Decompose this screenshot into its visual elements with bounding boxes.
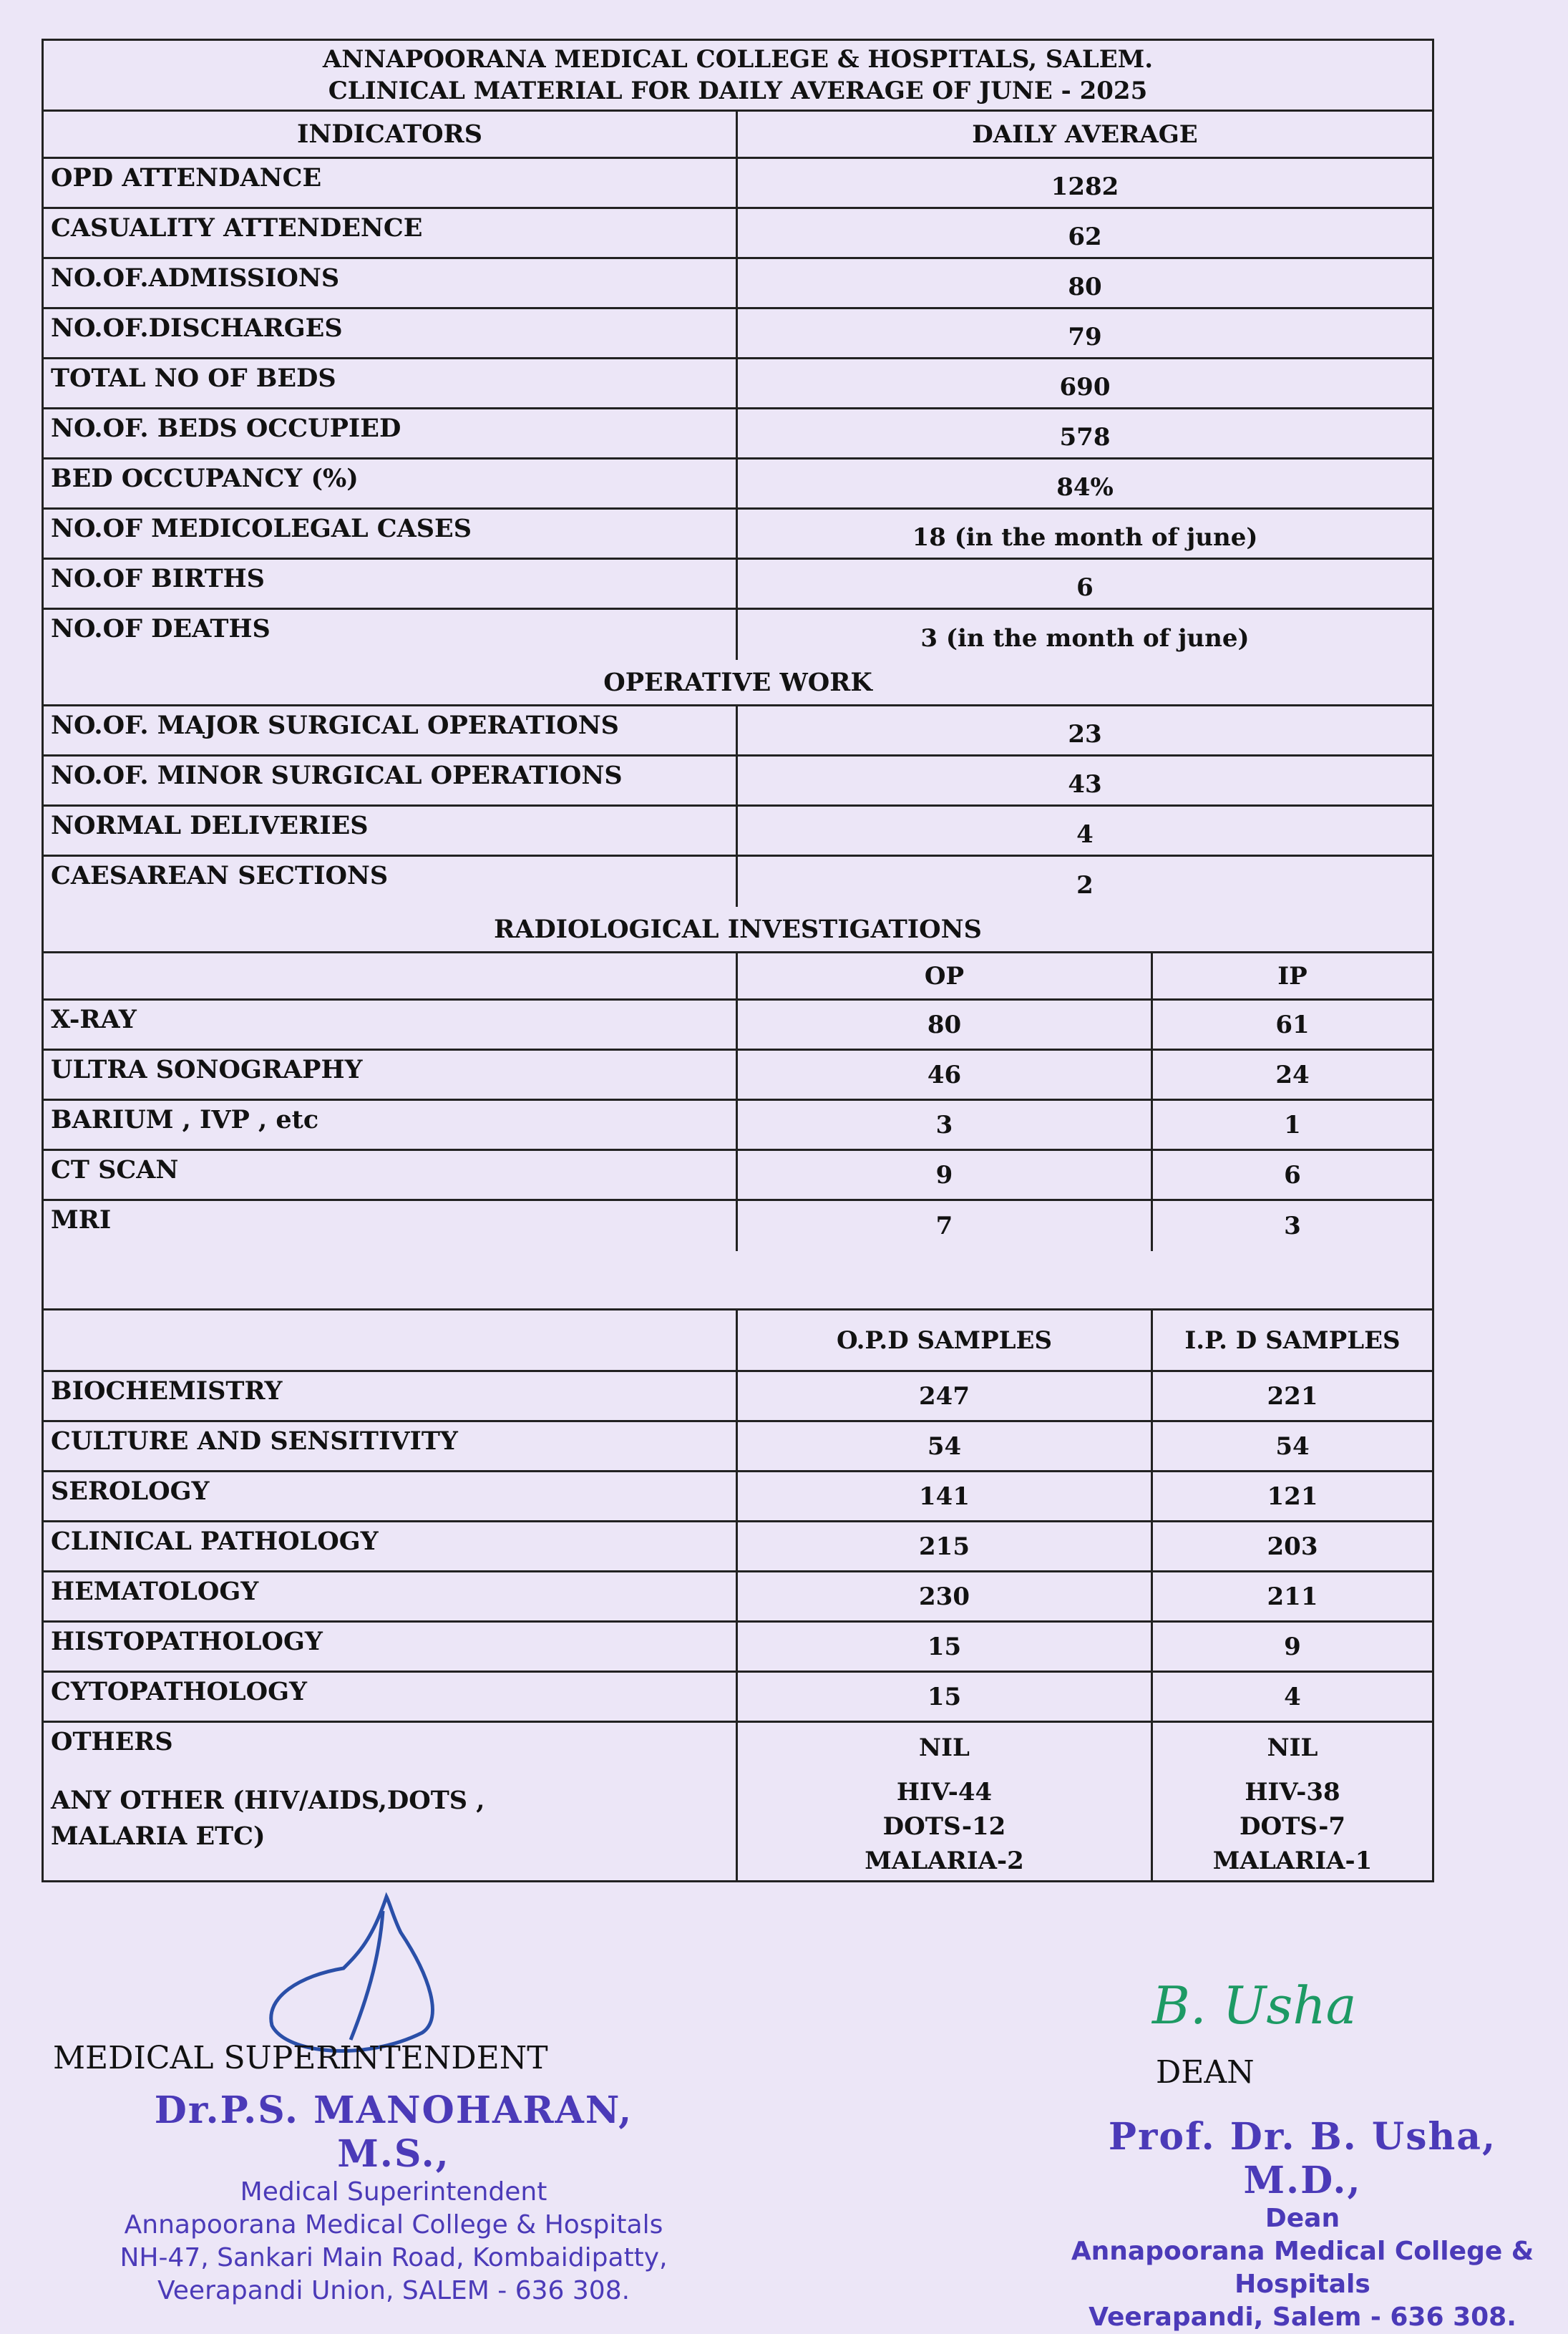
indicator-label: NO.OF.ADMISSIONS: [44, 259, 738, 307]
lab-label: HISTOPATHOLOGY: [44, 1623, 738, 1671]
radiology-ip-value: 6: [1284, 1160, 1301, 1190]
dean-stamp-line: Veerapandi, Salem - 636 308.: [1089, 2303, 1516, 2332]
indicator-row: [44, 159, 1432, 209]
radiology-label: ULTRA SONOGRAPHY: [44, 1051, 738, 1099]
lab-ipd-value: 203: [1267, 1532, 1318, 1561]
lab-row: [44, 1522, 1432, 1572]
radiology-op-value: 7: [738, 1201, 1153, 1251]
radiology-ip-value: 1: [1284, 1110, 1301, 1139]
indicator-value: 62: [1068, 222, 1102, 251]
indicators-header-row: [44, 112, 1432, 159]
superintendent-stamp-line: Annapoorana Medical College & Hospitals: [124, 2210, 663, 2240]
lab-row: [44, 1572, 1432, 1623]
any-other-label-line2: MALARIA ETC): [51, 1822, 266, 1851]
lab-ipd-value: NIL: [1267, 1734, 1318, 1762]
indicator-value: 690: [1059, 372, 1111, 402]
blank-separator-row: [44, 1251, 1432, 1311]
dean-stamp-name: Prof. Dr. B. Usha, M.D.,: [1108, 2115, 1497, 2202]
radiology-op-value: 80: [738, 1001, 1153, 1049]
op-column-header: OP: [738, 953, 1153, 998]
indicator-label: NO.OF MEDICOLEGAL CASES: [44, 510, 738, 558]
operative-row: [44, 807, 1432, 857]
indicator-label: BED OCCUPANCY (%): [44, 459, 738, 507]
indicator-value: 6: [1076, 573, 1094, 602]
operative-work-section-title: OPERATIVE WORK: [44, 660, 1432, 706]
radiology-ip-value: 24: [1275, 1060, 1310, 1089]
radiology-label: MRI: [44, 1201, 738, 1251]
lab-header-row: [44, 1311, 1432, 1372]
radiology-label: CT SCAN: [44, 1151, 738, 1199]
superintendent-stamp-line: Veerapandi Union, SALEM - 636 308.: [157, 2276, 630, 2305]
radiology-row: [44, 1151, 1432, 1201]
indicator-value: 80: [1068, 272, 1102, 301]
lab-row: [44, 1723, 1432, 1773]
any-other-ipd-values: [1153, 1773, 1432, 1880]
indicator-row: [44, 610, 1432, 660]
lab-label: CLINICAL PATHOLOGY: [44, 1522, 738, 1570]
indicator-label: TOTAL NO OF BEDS: [44, 359, 738, 407]
any-other-ipd-dots: DOTS-7: [1240, 1812, 1345, 1841]
clinical-material-table: [42, 39, 1434, 1882]
lab-ipd-value: 211: [1267, 1582, 1318, 1611]
indicator-label: NO.OF BIRTHS: [44, 560, 738, 608]
superintendent-stamp-line: Medical Superintendent: [240, 2177, 547, 2207]
indicator-row: [44, 409, 1432, 459]
radiology-ip-value: 3: [1284, 1212, 1301, 1240]
superintendent-title: MEDICAL SUPERINTENDENT: [53, 2040, 548, 2076]
report-header: [44, 41, 1432, 112]
lab-label: CYTOPATHOLOGY: [44, 1673, 738, 1721]
dean-stamp-line: Dean: [1265, 2204, 1340, 2233]
any-other-opd-malaria: MALARIA-2: [865, 1847, 1024, 1875]
lab-ipd-value: 54: [1275, 1431, 1310, 1461]
dean-title: DEAN: [1156, 2054, 1255, 2091]
lab-label: CULTURE AND SENSITIVITY: [44, 1422, 738, 1470]
operative-value: 4: [1076, 820, 1094, 849]
radiology-op-value: 9: [738, 1151, 1153, 1199]
indicator-value: 1282: [1051, 172, 1119, 201]
indicator-row: [44, 259, 1432, 309]
ip-column-header: IP: [1277, 961, 1308, 991]
radiology-label: BARIUM , IVP , etc: [44, 1101, 738, 1149]
indicator-value: 578: [1059, 422, 1111, 452]
any-other-ipd-hiv: HIV-38: [1245, 1778, 1340, 1807]
report-subtitle: CLINICAL MATERIAL FOR DAILY AVERAGE OF JUNE - 2025: [328, 77, 1148, 105]
operative-label: NORMAL DELIVERIES: [44, 807, 738, 855]
lab-label: BIOCHEMISTRY: [44, 1372, 738, 1420]
any-other-opd-values: [738, 1773, 1153, 1880]
indicators-column-header: INDICATORS: [44, 112, 738, 157]
ipd-samples-header: I.P. D SAMPLES: [1184, 1326, 1401, 1355]
indicator-row: [44, 209, 1432, 259]
dean-stamp: [1045, 2115, 1560, 2334]
dean-signature: B. Usha: [1152, 1975, 1357, 2036]
lab-label: OTHERS: [44, 1723, 738, 1773]
indicator-label: NO.OF. BEDS OCCUPIED: [44, 409, 738, 457]
radiology-row: [44, 1051, 1432, 1101]
radiology-op-value: 3: [738, 1101, 1153, 1149]
operative-value: 43: [1068, 769, 1102, 799]
superintendent-stamp-name: Dr.P.S. MANOHARAN, M.S.,: [154, 2089, 633, 2176]
indicator-row: [44, 359, 1432, 409]
indicator-row: [44, 309, 1432, 359]
radiological-section-title: RADIOLOGICAL INVESTIGATIONS: [44, 907, 1432, 953]
indicator-label: NO.OF DEATHS: [44, 610, 738, 660]
lab-row: [44, 1673, 1432, 1723]
lab-opd-value: 141: [738, 1472, 1153, 1520]
lab-opd-value: 54: [738, 1422, 1153, 1470]
superintendent-stamp-line: NH-47, Sankari Main Road, Kombaidipatty,: [120, 2243, 668, 2272]
lab-label: HEMATOLOGY: [44, 1572, 738, 1620]
operative-row: [44, 757, 1432, 807]
operative-label: NO.OF. MAJOR SURGICAL OPERATIONS: [44, 706, 738, 754]
operative-value: 2: [1076, 871, 1094, 900]
any-other-label-line1: ANY OTHER (HIV/AIDS,DOTS ,: [51, 1786, 485, 1815]
indicator-value: 79: [1068, 322, 1102, 351]
dean-stamp-line: Annapoorana Medical College & Hospitals: [1071, 2237, 1534, 2299]
lab-ipd-value: 4: [1284, 1682, 1301, 1711]
any-other-ipd-malaria: MALARIA-1: [1212, 1847, 1373, 1875]
superintendent-stamp: [107, 2089, 680, 2308]
indicator-label: NO.OF.DISCHARGES: [44, 309, 738, 357]
radiology-ip-value: 61: [1275, 1010, 1310, 1039]
daily-average-column-header: DAILY AVERAGE: [972, 120, 1198, 149]
lab-header-blank: [44, 1311, 738, 1370]
lab-opd-value: 230: [738, 1572, 1153, 1620]
lab-opd-value: 15: [738, 1673, 1153, 1721]
operative-value: 23: [1068, 719, 1102, 749]
any-other-opd-hiv: HIV-44: [896, 1778, 993, 1807]
radiology-row: [44, 1001, 1432, 1051]
lab-opd-value: 15: [738, 1623, 1153, 1671]
indicator-value: 3 (in the month of june): [920, 624, 1250, 653]
operative-label: CAESAREAN SECTIONS: [44, 857, 738, 907]
lab-opd-value: 247: [738, 1372, 1153, 1420]
operative-row: [44, 857, 1432, 907]
radiology-op-value: 46: [738, 1051, 1153, 1099]
radiology-row: [44, 1101, 1432, 1151]
opd-samples-header: O.P.D SAMPLES: [738, 1311, 1153, 1370]
indicator-row: [44, 510, 1432, 560]
lab-ipd-value: 9: [1284, 1632, 1301, 1661]
indicator-row: [44, 560, 1432, 610]
indicator-row: [44, 459, 1432, 510]
any-other-label: [44, 1773, 738, 1880]
operative-row: [44, 706, 1432, 757]
lab-label: SEROLOGY: [44, 1472, 738, 1520]
lab-ipd-value: 121: [1267, 1482, 1318, 1511]
lab-row: [44, 1372, 1432, 1422]
any-other-opd-dots: DOTS-12: [882, 1812, 1006, 1841]
radiology-header-blank: [44, 953, 738, 998]
lab-row: [44, 1623, 1432, 1673]
indicator-label: OPD ATTENDANCE: [44, 159, 738, 207]
operative-label: NO.OF. MINOR SURGICAL OPERATIONS: [44, 757, 738, 804]
radiology-row: [44, 1201, 1432, 1251]
report-title: ANNAPOORANA MEDICAL COLLEGE & HOSPITALS, SALEM.: [322, 45, 1154, 74]
indicator-value: 84%: [1056, 472, 1114, 502]
lab-ipd-value: 221: [1267, 1381, 1318, 1411]
radiology-label: X-RAY: [44, 1001, 738, 1049]
lab-row: [44, 1472, 1432, 1522]
lab-opd-value: 215: [738, 1522, 1153, 1570]
indicator-label: CASUALITY ATTENDENCE: [44, 209, 738, 257]
radiology-header-row: [44, 953, 1432, 1001]
indicator-value: 18 (in the month of june): [912, 522, 1258, 552]
any-other-row: [44, 1773, 1432, 1880]
lab-opd-value: NIL: [738, 1723, 1153, 1773]
lab-row: [44, 1422, 1432, 1472]
